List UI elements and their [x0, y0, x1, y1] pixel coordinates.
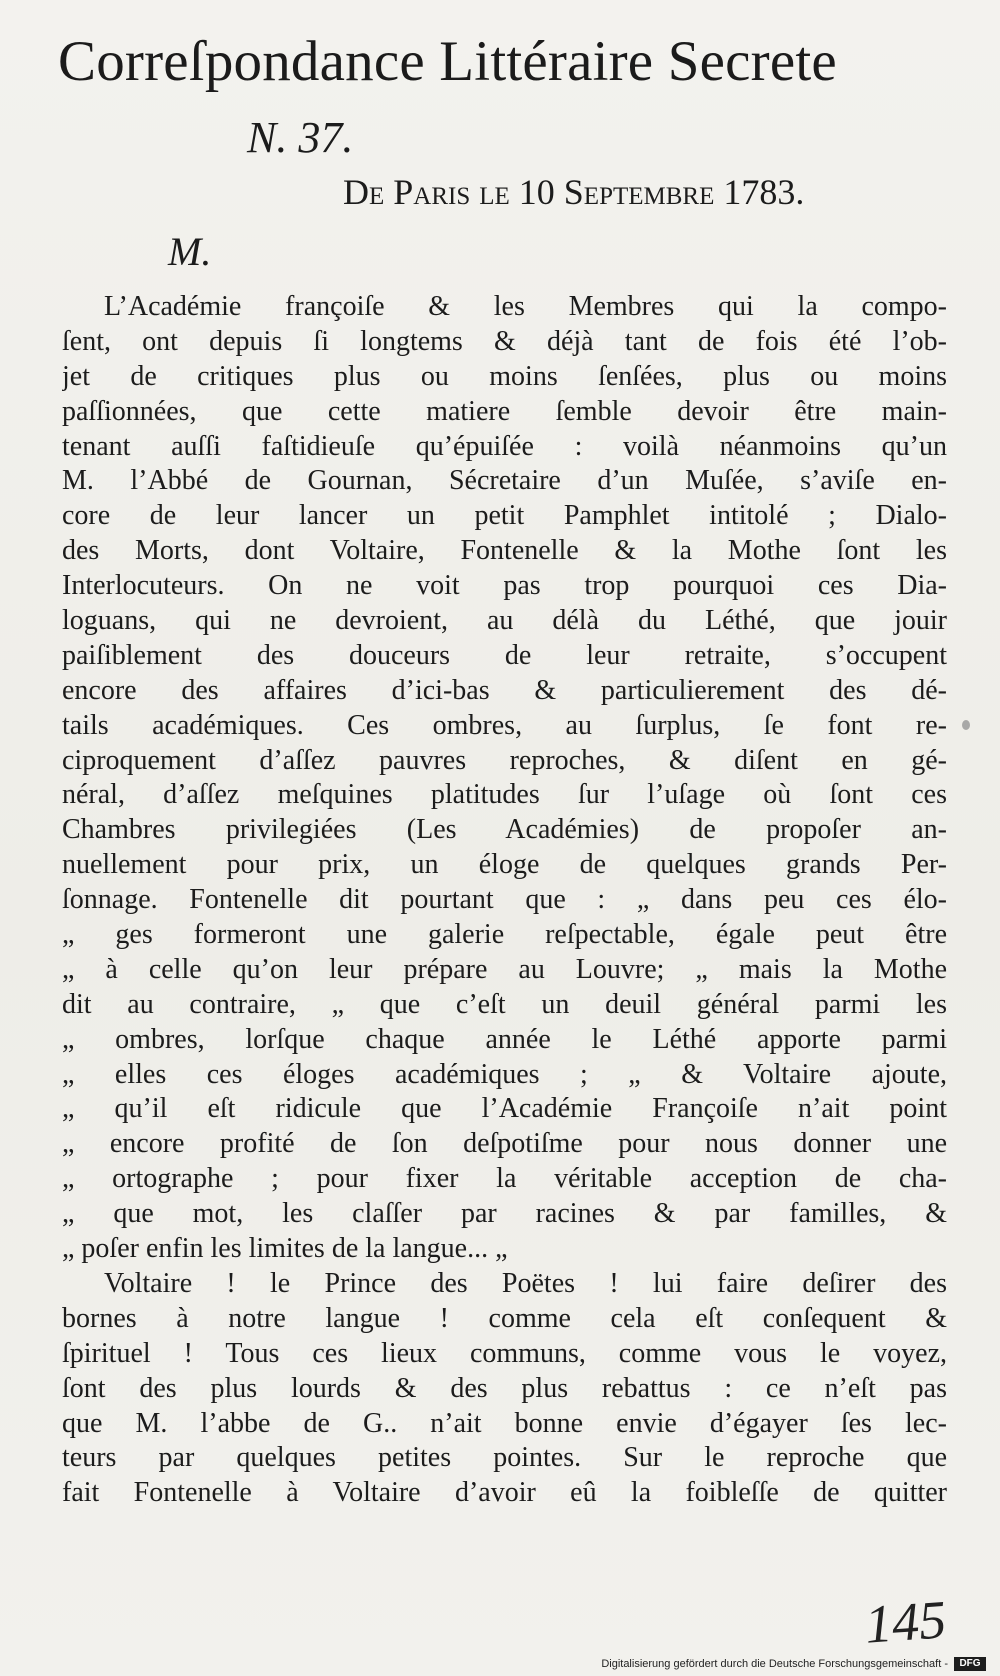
text-line: tails académiques. Ces ombres, au ſurplus, ſe font re-	[62, 709, 947, 741]
handwritten-page-number: 145	[863, 1589, 948, 1655]
digitization-credit: Digitalisierung gefördert durch die Deutsche Forschungsgemeinschaft -	[601, 1658, 948, 1670]
text-line: „ qu’il eſt ridicule que l’Académie Françoiſe n’ait point	[62, 1093, 947, 1125]
dfg-logo: DFG	[954, 1657, 986, 1671]
text-line: „ que mot, les claſſer par racines & par familles, &	[62, 1198, 947, 1230]
text-line: des Morts, dont Voltaire, Fontenelle & la Mothe ſont les	[62, 535, 947, 567]
text-line: Interlocuteurs. On ne voit pas trop pourquoi ces Dia-	[62, 570, 947, 602]
paper-speck	[962, 720, 970, 730]
text-line: encore des affaires d’ici-bas & particulierement des dé-	[62, 674, 947, 706]
text-line: paiſiblement des douceurs de leur retraite, s’occupent	[62, 639, 947, 671]
text-line: „ elles ces éloges académiques ; „ & Voltaire ajoute,	[62, 1058, 947, 1090]
text-line: loguans, qui ne devroient, au délà du Léthé, que jouir	[62, 605, 947, 637]
text-line: Voltaire ! le Prince des Poëtes ! lui faire deſirer des	[104, 1267, 947, 1299]
text-line: bornes à notre langue ! comme cela eſt conſequent &	[62, 1302, 947, 1334]
text-line: jet de critiques plus ou moins ſenſées, plus ou moins	[62, 360, 947, 392]
publication-heading: Correſpondance Littéraire Secrete	[58, 30, 837, 93]
text-line: ciproquement d’aſſez pauvres reproches, & diſent en gé-	[62, 744, 947, 776]
text-line: „ poſer enfin les limites de la langue... „	[62, 1233, 508, 1265]
text-line: paſſionnées, que cette matiere ſemble devoir être main-	[62, 395, 947, 427]
text-line: L’Académie françoiſe & les Membres qui la compo-	[104, 291, 947, 322]
text-line: tenant auſſi faſtidieuſe qu’épuiſée : voilà néanmoins qu’un	[62, 430, 947, 462]
text-line: néral, d’aſſez meſquines platitudes ſur l’uſage où ſont ces	[62, 779, 947, 811]
text-line: „ encore profité de ſon deſpotiſme pour nous donner une	[62, 1128, 947, 1160]
text-line: Chambres privilegiées (Les Académies) de propoſer an-	[62, 814, 947, 846]
text-line: nuellement pour prix, un éloge de quelques grands Per-	[62, 849, 947, 881]
salutation: M.	[168, 229, 212, 274]
text-line: core de leur lancer un petit Pamphlet intitolé ; Dialo-	[62, 500, 947, 532]
text-line: „ ges formeront une galerie reſpectable, égale peut être	[62, 919, 947, 951]
text-line: dit au contraire, „ que c’eſt un deuil général parmi les	[62, 988, 947, 1020]
issue-number: N. 37.	[247, 113, 354, 162]
text-line: ſont des plus lourds & des plus rebattus : ce n’eſt pas	[62, 1372, 947, 1404]
text-line: ſonnage. Fontenelle dit pourtant que : „ dans peu ces élo-	[62, 884, 947, 916]
text-line: „ à celle qu’on leur prépare au Louvre; „ mais la Mothe	[62, 953, 947, 985]
text-line: teurs par quelques petites pointes. Sur le reproche que	[62, 1442, 947, 1474]
letter-body	[62, 290, 947, 1511]
text-line: ſent, ont depuis ſi longtems & déjà tant de fois été l’ob-	[62, 325, 947, 357]
text-line: „ ombres, lorſque chaque année le Léthé apporte parmi	[62, 1023, 947, 1055]
dateline: De Paris le 10 Septembre 1783.	[343, 172, 805, 212]
text-line: M. l’Abbé de Gournan, Sécretaire d’un Muſée, s’aviſe en-	[62, 465, 947, 497]
text-line: que M. l’abbe de G.. n’ait bonne envie d’égayer ſes lec-	[62, 1407, 947, 1439]
text-line: fait Fontenelle à Voltaire d’avoir eû la foibleſſe de quitter	[62, 1477, 947, 1509]
text-line: „ ortographe ; pour fixer la véritable acception de cha-	[62, 1163, 947, 1195]
text-line: ſpirituel ! Tous ces lieux communs, comme vous le voyez,	[62, 1337, 947, 1369]
